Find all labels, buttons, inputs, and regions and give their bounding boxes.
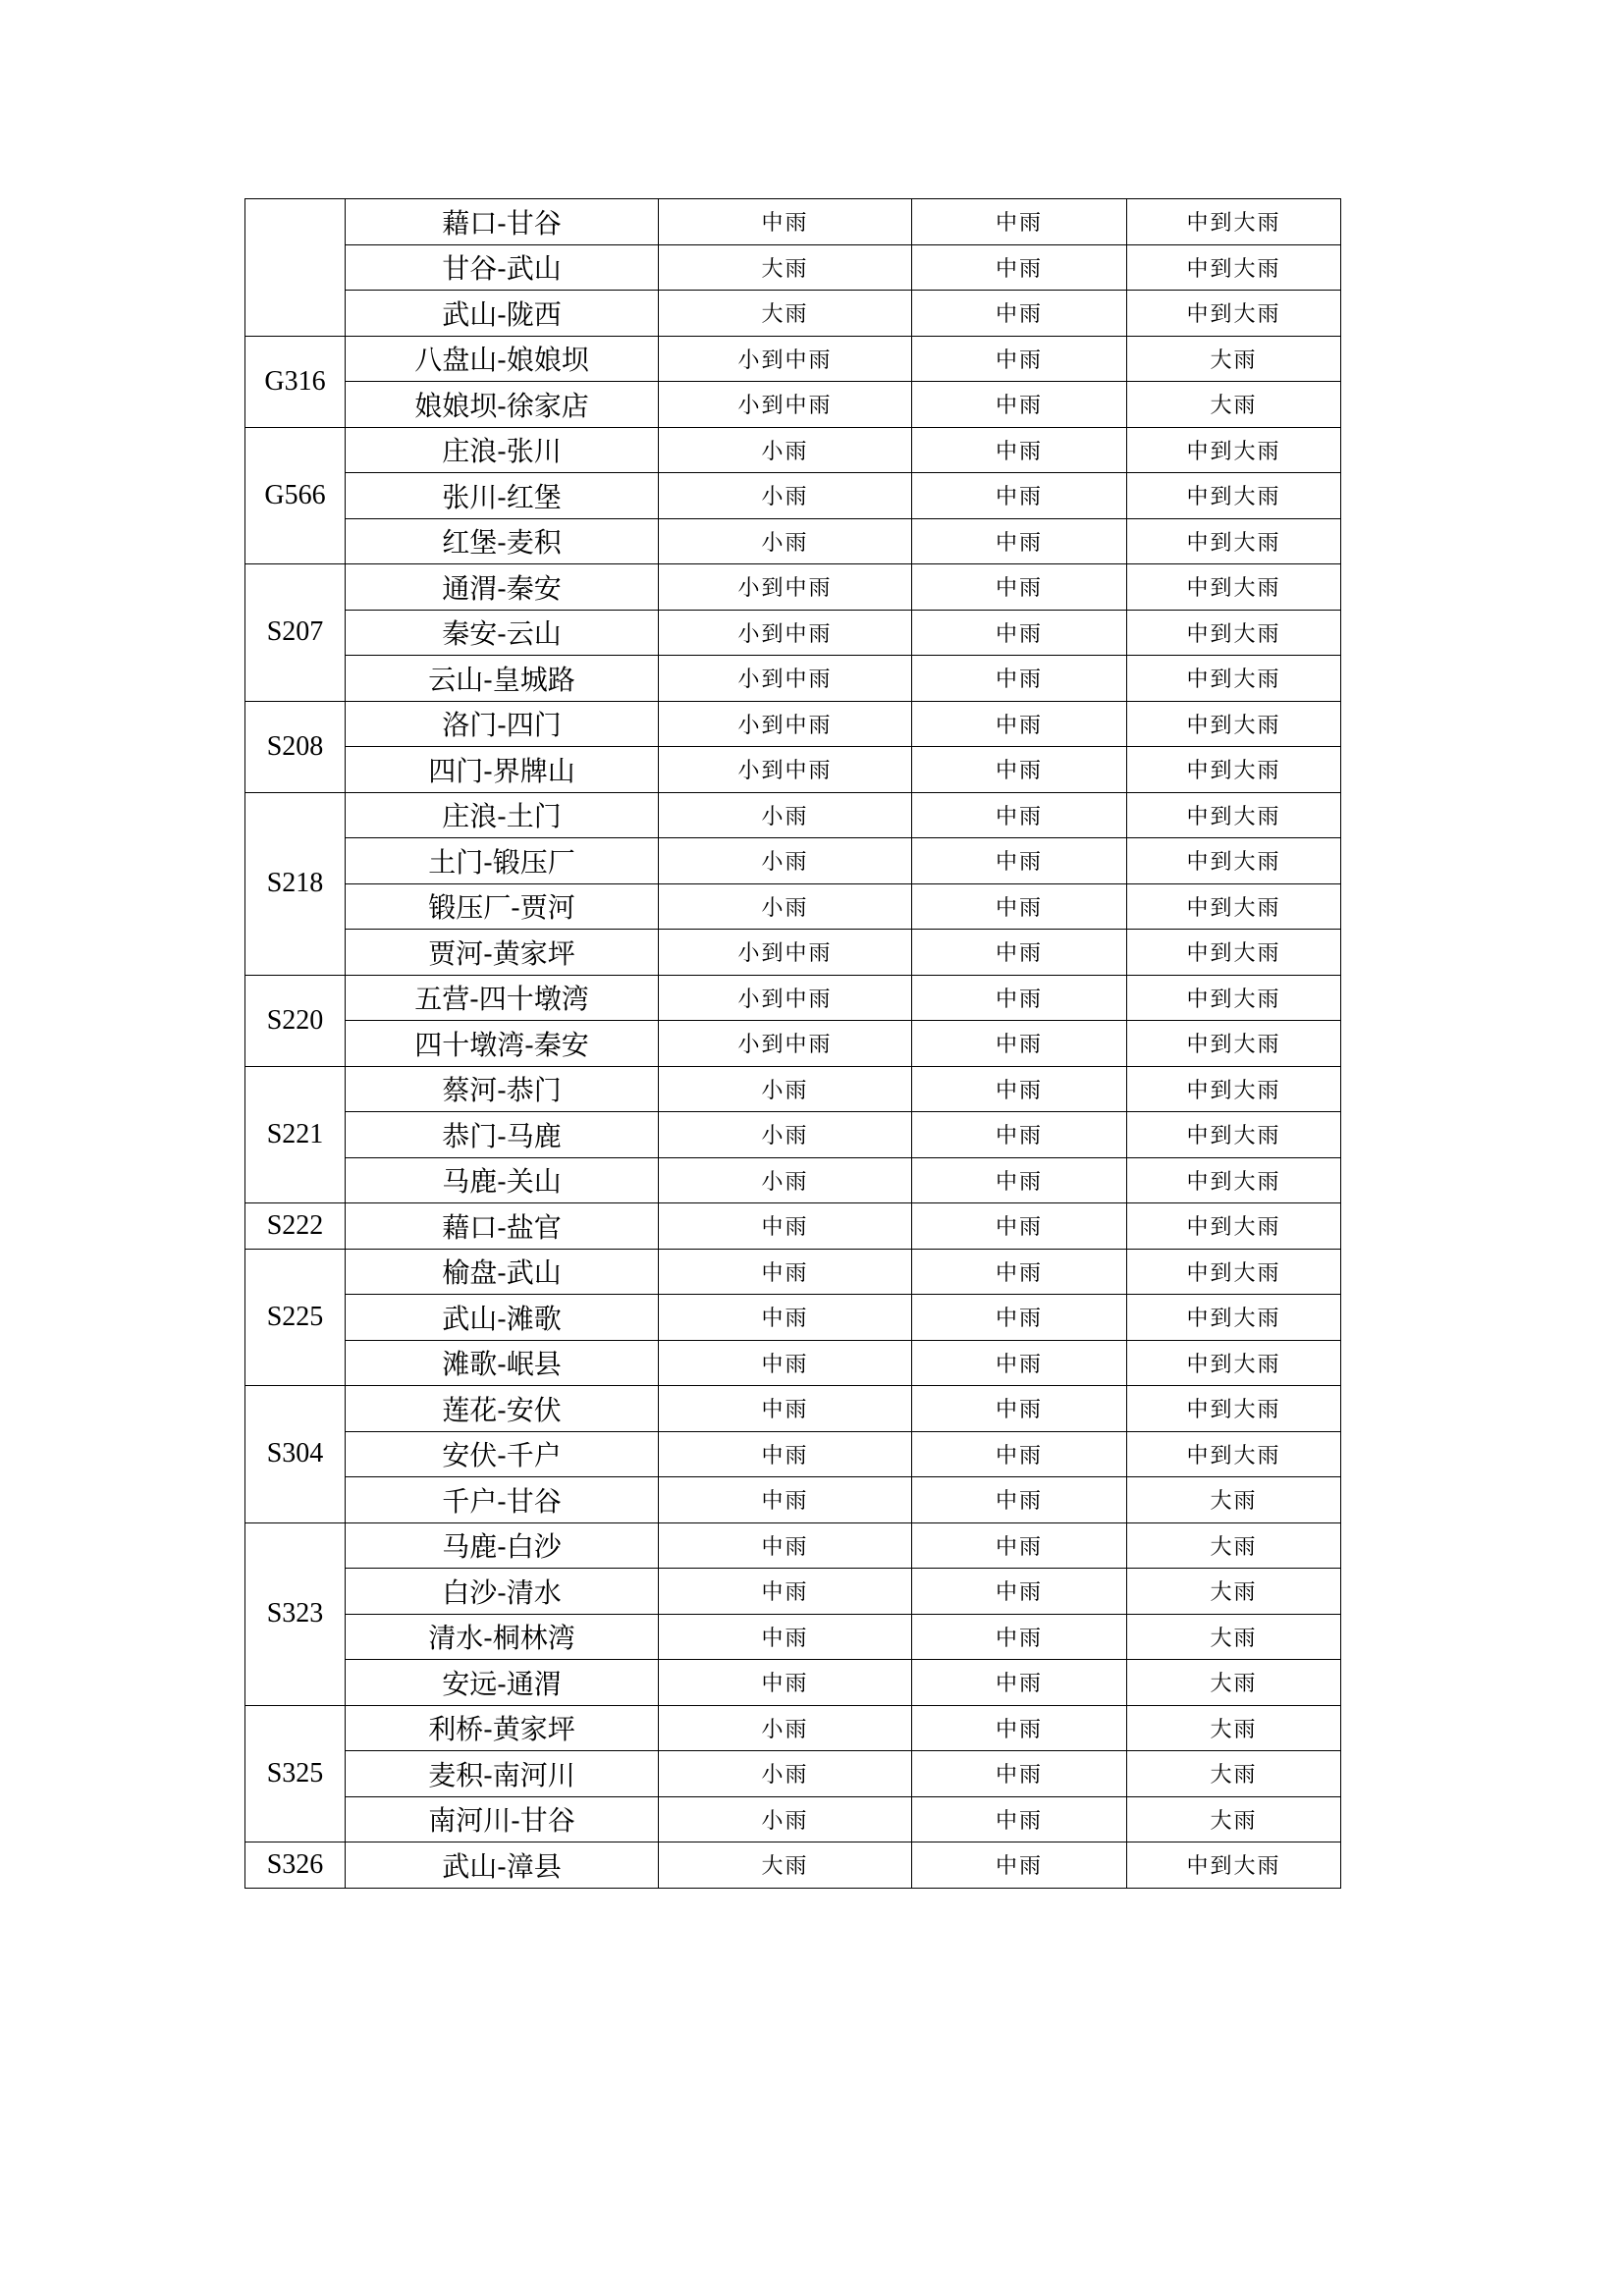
rain-forecast-2-cell: 中雨 [912,199,1127,245]
rain-forecast-3-cell: 大雨 [1127,1660,1341,1706]
rain-forecast-1-cell: 中雨 [659,1249,912,1295]
table-row [245,564,1341,611]
table-row [245,656,1341,702]
rain-forecast-1-cell: 中雨 [659,1660,912,1706]
rain-forecast-1-cell: 小雨 [659,427,912,473]
table-row [245,1660,1341,1706]
rain-forecast-3-cell: 中到大雨 [1127,656,1341,702]
rain-forecast-3-cell: 中到大雨 [1127,747,1341,793]
rain-forecast-2-cell: 中雨 [912,1203,1127,1250]
rain-forecast-2-cell: 中雨 [912,518,1127,564]
road-code-cell: S326 [245,1842,346,1889]
rain-forecast-2-cell: 中雨 [912,1842,1127,1889]
rain-forecast-1-cell: 小到中雨 [659,382,912,428]
rain-forecast-1-cell: 中雨 [659,1477,912,1523]
road-code-cell: S221 [245,1066,346,1203]
rain-forecast-3-cell: 中到大雨 [1127,1066,1341,1112]
road-code-cell: S207 [245,564,346,702]
table-row [245,336,1341,382]
table-row [245,199,1341,245]
road-section-cell: 利桥-黄家坪 [346,1705,659,1751]
road-section-cell: 甘谷-武山 [346,244,659,291]
rain-forecast-3-cell: 中到大雨 [1127,1112,1341,1158]
rain-forecast-2-cell: 中雨 [912,1066,1127,1112]
rain-forecast-2-cell: 中雨 [912,382,1127,428]
table-row [245,610,1341,656]
rain-forecast-3-cell: 大雨 [1127,1477,1341,1523]
road-section-cell: 八盘山-娘娘坝 [346,336,659,382]
road-section-cell: 红堡-麦积 [346,518,659,564]
rain-forecast-3-cell: 中到大雨 [1127,930,1341,976]
rain-forecast-2-cell: 中雨 [912,1249,1127,1295]
rain-forecast-2-cell: 中雨 [912,930,1127,976]
rain-forecast-1-cell: 小到中雨 [659,975,912,1021]
road-section-cell: 庄浪-张川 [346,427,659,473]
rain-forecast-3-cell: 中到大雨 [1127,1295,1341,1341]
table-row [245,291,1341,337]
rain-forecast-1-cell: 大雨 [659,291,912,337]
rain-forecast-2-cell: 中雨 [912,883,1127,930]
road-section-cell: 莲花-安伏 [346,1386,659,1432]
rain-forecast-3-cell: 中到大雨 [1127,473,1341,519]
road-section-cell: 安伏-千户 [346,1431,659,1477]
table-row [245,1522,1341,1569]
rain-forecast-1-cell: 小雨 [659,473,912,519]
road-section-cell: 千户-甘谷 [346,1477,659,1523]
rain-forecast-2-cell: 中雨 [912,244,1127,291]
road-code-cell: S225 [245,1249,346,1386]
rain-forecast-2-cell: 中雨 [912,1522,1127,1569]
rain-forecast-3-cell: 中到大雨 [1127,564,1341,611]
table-row [245,838,1341,884]
rain-forecast-2-cell: 中雨 [912,427,1127,473]
table-row [245,1203,1341,1250]
table-row [245,1249,1341,1295]
rain-forecast-3-cell: 中到大雨 [1127,1249,1341,1295]
rain-forecast-2-cell: 中雨 [912,1157,1127,1203]
rain-forecast-1-cell: 小雨 [659,1066,912,1112]
road-section-cell: 麦积-南河川 [346,1751,659,1797]
table-body [245,199,1341,1889]
road-section-cell: 安远-通渭 [346,1660,659,1706]
table-row [245,1842,1341,1889]
rain-forecast-2-cell: 中雨 [912,1796,1127,1842]
rain-forecast-3-cell: 中到大雨 [1127,1021,1341,1067]
rain-forecast-1-cell: 小雨 [659,1796,912,1842]
road-section-cell: 秦安-云山 [346,610,659,656]
rain-forecast-2-cell: 中雨 [912,1295,1127,1341]
table-row [245,747,1341,793]
table-row [245,518,1341,564]
rain-forecast-3-cell: 中到大雨 [1127,701,1341,747]
rain-forecast-2-cell: 中雨 [912,473,1127,519]
rain-forecast-2-cell: 中雨 [912,1340,1127,1386]
rain-forecast-2-cell: 中雨 [912,1614,1127,1660]
rain-forecast-3-cell: 中到大雨 [1127,838,1341,884]
rain-forecast-2-cell: 中雨 [912,1477,1127,1523]
rain-forecast-1-cell: 小雨 [659,883,912,930]
rain-forecast-1-cell: 小到中雨 [659,610,912,656]
rain-forecast-2-cell: 中雨 [912,656,1127,702]
road-section-cell: 马鹿-关山 [346,1157,659,1203]
rain-forecast-2-cell: 中雨 [912,564,1127,611]
table-row [245,1021,1341,1067]
road-section-cell: 蔡河-恭门 [346,1066,659,1112]
road-weather-table [244,198,1341,1889]
road-code-cell: G316 [245,336,346,427]
rain-forecast-1-cell: 小到中雨 [659,701,912,747]
rain-forecast-1-cell: 大雨 [659,244,912,291]
rain-forecast-2-cell: 中雨 [912,1751,1127,1797]
table-row [245,1340,1341,1386]
table-row [245,382,1341,428]
table-row [245,883,1341,930]
rain-forecast-3-cell: 中到大雨 [1127,1203,1341,1250]
road-section-cell: 云山-皇城路 [346,656,659,702]
table-row [245,975,1341,1021]
rain-forecast-1-cell: 小雨 [659,518,912,564]
road-section-cell: 武山-漳县 [346,1842,659,1889]
rain-forecast-1-cell: 中雨 [659,1431,912,1477]
rain-forecast-2-cell: 中雨 [912,975,1127,1021]
rain-forecast-1-cell: 大雨 [659,1842,912,1889]
table-row [245,930,1341,976]
table-row [245,1614,1341,1660]
road-section-cell: 贾河-黄家坪 [346,930,659,976]
rain-forecast-3-cell: 中到大雨 [1127,1431,1341,1477]
road-code-cell: S220 [245,975,346,1066]
road-code-cell: S208 [245,701,346,792]
rain-forecast-3-cell: 中到大雨 [1127,518,1341,564]
road-code-cell [245,199,346,337]
rain-forecast-2-cell: 中雨 [912,701,1127,747]
rain-forecast-3-cell: 大雨 [1127,1705,1341,1751]
rain-forecast-1-cell: 小到中雨 [659,336,912,382]
table-row [245,1295,1341,1341]
rain-forecast-3-cell: 大雨 [1127,1569,1341,1615]
table-row [245,1157,1341,1203]
table-row [245,1066,1341,1112]
rain-forecast-3-cell: 中到大雨 [1127,427,1341,473]
table-row [245,1796,1341,1842]
rain-forecast-3-cell: 中到大雨 [1127,1340,1341,1386]
rain-forecast-2-cell: 中雨 [912,291,1127,337]
rain-forecast-2-cell: 中雨 [912,1431,1127,1477]
road-section-cell: 恭门-马鹿 [346,1112,659,1158]
road-code-cell: G566 [245,427,346,564]
road-section-cell: 土门-锻压厂 [346,838,659,884]
rain-forecast-1-cell: 中雨 [659,1295,912,1341]
rain-forecast-3-cell: 中到大雨 [1127,1386,1341,1432]
rain-forecast-1-cell: 小雨 [659,792,912,838]
rain-forecast-2-cell: 中雨 [912,336,1127,382]
rain-forecast-1-cell: 小雨 [659,838,912,884]
table-row [245,701,1341,747]
rain-forecast-2-cell: 中雨 [912,792,1127,838]
road-section-cell: 武山-滩歌 [346,1295,659,1341]
rain-forecast-3-cell: 中到大雨 [1127,244,1341,291]
rain-forecast-3-cell: 中到大雨 [1127,975,1341,1021]
table-row [245,792,1341,838]
rain-forecast-2-cell: 中雨 [912,1386,1127,1432]
road-section-cell: 藉口-盐官 [346,1203,659,1250]
road-code-cell: S304 [245,1386,346,1523]
rain-forecast-3-cell: 中到大雨 [1127,610,1341,656]
rain-forecast-1-cell: 小雨 [659,1705,912,1751]
rain-forecast-2-cell: 中雨 [912,1705,1127,1751]
rain-forecast-1-cell: 小到中雨 [659,564,912,611]
rain-forecast-3-cell: 大雨 [1127,1614,1341,1660]
rain-forecast-1-cell: 中雨 [659,1386,912,1432]
road-section-cell: 五营-四十墩湾 [346,975,659,1021]
rain-forecast-3-cell: 大雨 [1127,1751,1341,1797]
rain-forecast-1-cell: 中雨 [659,1569,912,1615]
road-section-cell: 滩歌-岷县 [346,1340,659,1386]
road-section-cell: 白沙-清水 [346,1569,659,1615]
road-section-cell: 藉口-甘谷 [346,199,659,245]
road-section-cell: 洛门-四门 [346,701,659,747]
rain-forecast-2-cell: 中雨 [912,1112,1127,1158]
table-row [245,244,1341,291]
rain-forecast-2-cell: 中雨 [912,747,1127,793]
rain-forecast-2-cell: 中雨 [912,838,1127,884]
road-section-cell: 南河川-甘谷 [346,1796,659,1842]
rain-forecast-3-cell: 中到大雨 [1127,291,1341,337]
table-row [245,1705,1341,1751]
road-section-cell: 榆盘-武山 [346,1249,659,1295]
rain-forecast-3-cell: 中到大雨 [1127,1157,1341,1203]
table-row [245,1386,1341,1432]
rain-forecast-1-cell: 小到中雨 [659,930,912,976]
rain-forecast-3-cell: 大雨 [1127,336,1341,382]
rain-forecast-1-cell: 中雨 [659,1614,912,1660]
rain-forecast-3-cell: 中到大雨 [1127,1842,1341,1889]
road-section-cell: 清水-桐林湾 [346,1614,659,1660]
table-row [245,1477,1341,1523]
rain-forecast-3-cell: 中到大雨 [1127,883,1341,930]
rain-forecast-1-cell: 中雨 [659,1522,912,1569]
rain-forecast-3-cell: 大雨 [1127,1522,1341,1569]
road-section-cell: 四门-界牌山 [346,747,659,793]
rain-forecast-2-cell: 中雨 [912,1660,1127,1706]
road-section-cell: 娘娘坝-徐家店 [346,382,659,428]
road-section-cell: 张川-红堡 [346,473,659,519]
rain-forecast-1-cell: 中雨 [659,1340,912,1386]
road-section-cell: 马鹿-白沙 [346,1522,659,1569]
rain-forecast-1-cell: 小雨 [659,1751,912,1797]
table-row [245,1751,1341,1797]
rain-forecast-2-cell: 中雨 [912,610,1127,656]
rain-forecast-1-cell: 中雨 [659,199,912,245]
rain-forecast-1-cell: 小雨 [659,1112,912,1158]
rain-forecast-2-cell: 中雨 [912,1569,1127,1615]
table-row [245,427,1341,473]
road-section-cell: 通渭-秦安 [346,564,659,611]
rain-forecast-2-cell: 中雨 [912,1021,1127,1067]
rain-forecast-3-cell: 中到大雨 [1127,199,1341,245]
rain-forecast-1-cell: 小到中雨 [659,1021,912,1067]
rain-forecast-1-cell: 小到中雨 [659,656,912,702]
rain-forecast-3-cell: 中到大雨 [1127,792,1341,838]
road-section-cell: 庄浪-土门 [346,792,659,838]
rain-forecast-3-cell: 大雨 [1127,382,1341,428]
table-row [245,1569,1341,1615]
road-code-cell: S222 [245,1203,346,1250]
rain-forecast-1-cell: 小到中雨 [659,747,912,793]
road-section-cell: 锻压厂-贾河 [346,883,659,930]
road-code-cell: S218 [245,792,346,975]
table-row [245,1431,1341,1477]
rain-forecast-1-cell: 小雨 [659,1157,912,1203]
rain-forecast-3-cell: 大雨 [1127,1796,1341,1842]
table-row [245,473,1341,519]
road-code-cell: S325 [245,1705,346,1842]
road-section-cell: 四十墩湾-秦安 [346,1021,659,1067]
road-code-cell: S323 [245,1522,346,1705]
rain-forecast-1-cell: 中雨 [659,1203,912,1250]
table-row [245,1112,1341,1158]
road-section-cell: 武山-陇西 [346,291,659,337]
